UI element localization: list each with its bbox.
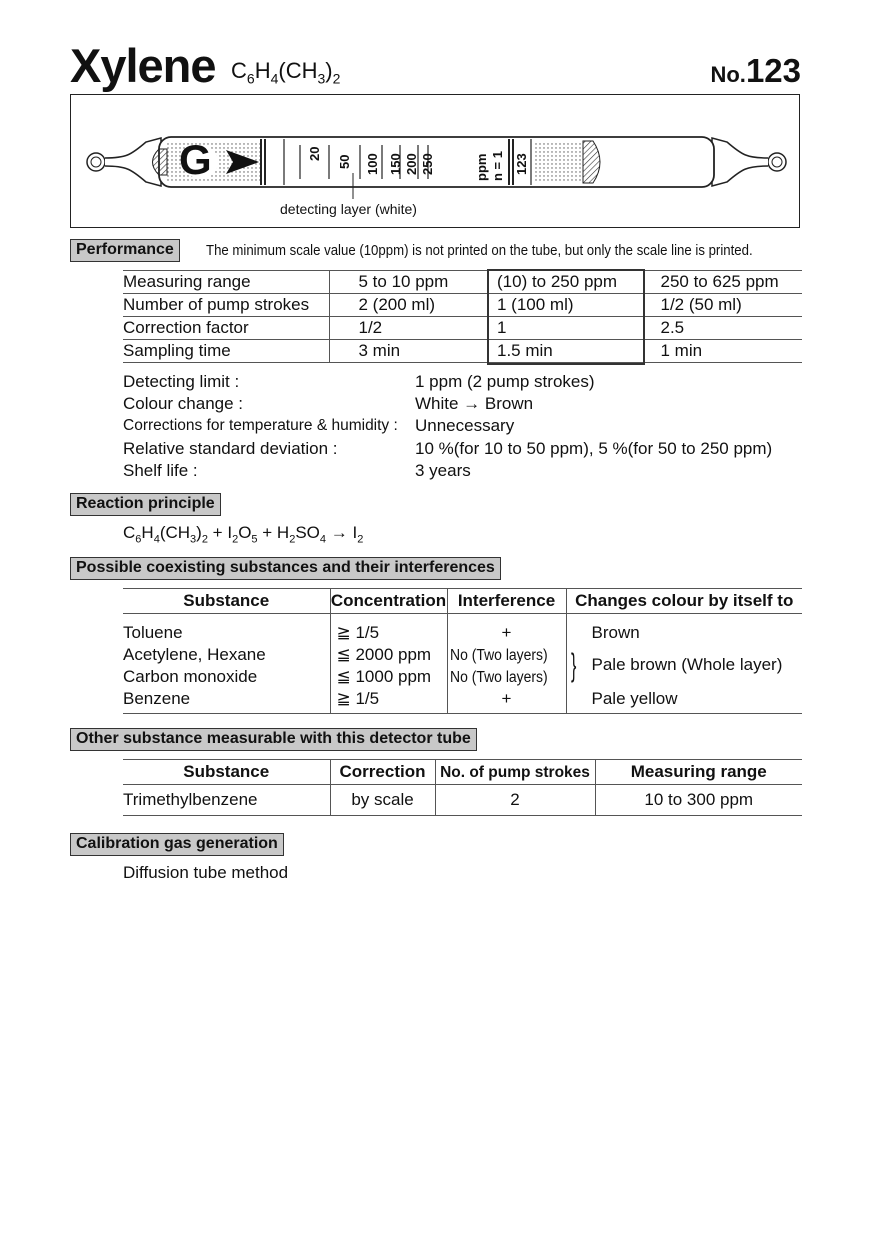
other-substance-table <box>123 759 802 816</box>
spec-corrections <box>123 416 802 438</box>
table-cell: + <box>447 688 566 714</box>
table-row <box>123 644 802 666</box>
section-heading-reaction: Reaction principle <box>70 493 221 516</box>
table-cell: 1/2 (50 ml) <box>644 294 802 317</box>
table-cell: Toluene <box>123 622 183 642</box>
detecting-layer-label: detecting layer (white) <box>280 201 417 217</box>
table-cell: 10 to 300 ppm <box>595 785 802 816</box>
spec-value: Unnecessary <box>415 416 515 435</box>
spec-detecting-limit <box>123 372 802 394</box>
page-title: Xylene <box>70 39 216 92</box>
table-cell: Pale yellow <box>566 688 802 714</box>
table-cell: (10) to 250 ppm <box>487 271 644 294</box>
spec-value: 1 ppm (2 pump strokes) <box>415 372 595 391</box>
table-header-row <box>123 589 802 614</box>
performance-note: The minimum scale value (10ppm) is not printed on the tube, but only the scale line is printed. <box>206 242 753 259</box>
strokes-label: n = 1 <box>490 151 505 181</box>
scale-mark-label: 250 <box>420 153 435 175</box>
table-cell: 250 to 625 ppm <box>644 271 802 294</box>
document-number: No.123 <box>710 52 801 89</box>
section-heading-performance: Performance <box>70 239 180 262</box>
calibration-method: Diffusion tube method <box>123 863 289 882</box>
table-row <box>123 785 802 816</box>
table-row <box>123 271 802 294</box>
table-cell: No (Two layers) <box>449 646 548 664</box>
spec-colour-change <box>123 394 802 416</box>
grouped-colour-label: Pale brown (Whole layer) <box>591 654 783 674</box>
row-label: Sampling time <box>123 340 329 363</box>
row-label: Measuring range <box>123 271 329 294</box>
brace-icon: } <box>570 646 576 683</box>
table-cell: 2 <box>435 785 595 816</box>
spec-label: Corrections for temperature & humidity : <box>123 417 398 434</box>
column-header: Substance <box>123 760 330 785</box>
table-cell: 3 min <box>329 340 487 363</box>
tube-number-label: 123 <box>514 153 529 175</box>
spec-label: Colour change : <box>123 394 244 413</box>
table-cell: 5 to 10 ppm <box>329 271 487 294</box>
table-row <box>123 688 802 714</box>
table-cell: Benzene <box>123 688 330 714</box>
column-header: No. of pump strokes <box>440 764 590 781</box>
column-header: Measuring range <box>595 760 802 785</box>
table-cell: Carbon monoxide <box>123 666 258 686</box>
scale-mark-label: 20 <box>307 146 322 161</box>
scale-mark-label: 200 <box>404 153 419 175</box>
table-cell: 2 (200 ml) <box>329 294 487 317</box>
table-cell: + <box>447 622 566 644</box>
highlighted-range-box <box>487 269 645 365</box>
table-cell: 2.5 <box>644 317 802 340</box>
table-header-row <box>123 760 802 785</box>
performance-table <box>123 270 802 363</box>
section-heading-calibration: Calibration gas generation <box>70 833 284 856</box>
table-cell: ≦ 1000 ppm <box>330 666 447 688</box>
column-header: Changes colour by itself to <box>566 589 802 614</box>
chemical-formula: $C_6H_4(CH_3)_2$ <box>231 58 341 87</box>
table-row <box>123 317 802 340</box>
table-cell: 1 (100 ml) <box>487 294 644 317</box>
spec-label: Detecting limit : <box>123 372 240 391</box>
spec-value: 3 years <box>415 461 471 480</box>
coexisting-table <box>123 588 802 714</box>
scale-mark-label: 50 <box>337 154 352 169</box>
table-cell: ≧ 1/5 <box>330 622 447 644</box>
spec-label: Shelf life : <box>123 461 198 480</box>
column-header: Concentration <box>330 589 447 614</box>
table-row <box>123 340 802 363</box>
grouped-colour-cell <box>566 644 802 688</box>
spec-relative-deviation <box>123 439 802 461</box>
section-heading-other-substance: Other substance measurable with this detector tube <box>70 728 477 751</box>
section-heading-coexisting: Possible coexisting substances and their interferences <box>70 557 501 580</box>
spec-shelf-life <box>123 461 802 483</box>
logo-g-icon: G <box>179 136 212 183</box>
table-cell: No (Two layers) <box>449 668 548 686</box>
table-row <box>123 622 802 644</box>
reaction-equation: $C_6H_4(CH_3)_2 + I_2O_5 + H_2SO_4 \to I_2$ <box>123 523 364 546</box>
column-header: Substance <box>123 589 330 614</box>
table-cell: by scale <box>330 785 435 816</box>
column-header: Interference <box>447 589 566 614</box>
unit-ppm-label: ppm <box>474 153 489 181</box>
table-cell: 1 min <box>644 340 802 363</box>
table-cell: 1 <box>487 317 644 340</box>
tube-illustration-box <box>70 94 800 228</box>
spec-value: White → Brown <box>415 394 534 413</box>
scale-mark-label: 100 <box>365 153 380 175</box>
column-header: Correction <box>330 760 435 785</box>
scale-mark-label: 150 <box>388 153 403 175</box>
table-cell: 1/2 <box>329 317 487 340</box>
table-cell: Acetylene, Hexane <box>123 644 266 664</box>
row-label: Correction factor <box>123 317 329 340</box>
table-row <box>123 294 802 317</box>
table-cell: Trimethylbenzene <box>123 785 330 816</box>
spec-value: 10 %(for 10 to 50 ppm), 5 %(for 50 to 250 ppm) <box>415 439 773 458</box>
spec-label: Relative standard deviation : <box>123 439 338 458</box>
table-cell: ≦ 2000 ppm <box>330 644 447 666</box>
row-label: Number of pump strokes <box>123 294 329 317</box>
table-cell: Brown <box>566 622 802 644</box>
table-cell: 1.5 min <box>487 340 644 363</box>
table-cell: ≧ 1/5 <box>330 688 447 714</box>
